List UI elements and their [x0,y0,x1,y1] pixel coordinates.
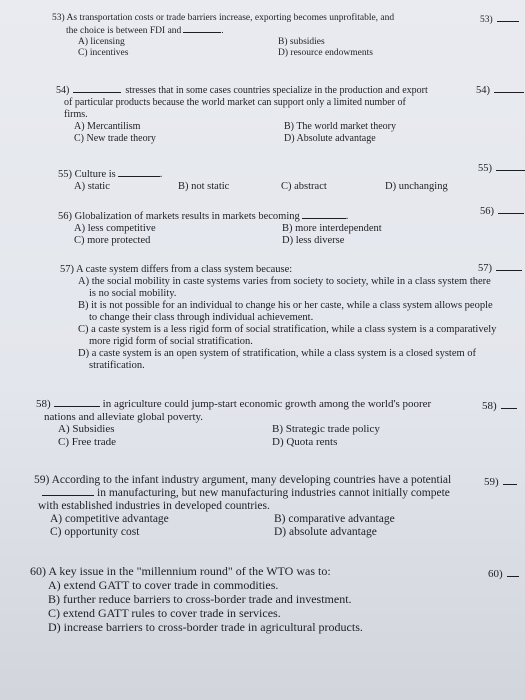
option-a: A) the social mobility in caste systems varies from society to society, while in a class system there is no social mobility. [78,276,491,299]
question-stem: 55) Culture is [58,169,116,180]
answer-slot-57[interactable]: 57) [478,262,522,274]
answer-slot-54[interactable]: 54) [476,84,524,96]
question-stem: 57) A caste system differs from a class system because: [60,264,293,275]
option-c: C) more protected [74,235,151,246]
fill-in-blank [183,24,221,33]
question-58 [36,398,482,448]
fill-in-blank [302,210,346,219]
answer-slot-58[interactable]: 58) [482,400,517,412]
option-c: C) New trade theory [74,133,156,144]
question-stem: nations and alleviate global poverty. [44,410,204,423]
fill-in-blank [73,84,121,93]
question-number: 54) [56,85,70,96]
option-b: B) further reduce barriers to cross-border trade and investment. [48,592,352,606]
option-c: C) opportunity cost [50,526,140,538]
option-a: A) less competitive [74,223,156,234]
option-d: D) resource endowments [278,48,373,58]
fill-in-blank [42,487,94,496]
option-a: A) licensing [78,37,125,47]
option-a: A) Subsidies [58,423,115,435]
option-b: B) subsidies [278,37,325,47]
option-d: D) Absolute advantage [284,133,376,144]
option-a: A) extend GATT to cover trade in commodities. [48,578,279,592]
option-d: D) increase barriers to cross-border trade in agricultural products. [48,620,363,634]
option-d: D) absolute advantage [274,526,377,538]
question-53: 53) As transportation costs or trade barriers increase, exporting becomes unprofitable, and the choice is between FDI and . A) licensing B) subsidies C) incentives D) resource endowments [52,13,488,59]
option-c: C) a caste system is a less rigid form of social stratification, while a class system is a comparatively more rigid form of social stratification. [78,324,497,347]
answer-slot-56[interactable]: 56) [480,205,524,217]
option-d: D) a caste system is an open system of stratification, while a class system is a closed system of stratification. [78,348,477,371]
question-stem: 59) According to the infant industry argument, many developing countries have a potential [34,474,452,486]
answer-slot-53[interactable]: 53) [480,13,519,25]
question-57 [60,264,499,372]
question-54 [56,84,494,145]
option-a: A) Mercantilism [74,121,141,132]
question-60 [30,564,363,634]
option-d: D) less diverse [282,235,345,246]
answer-slot-59[interactable]: 59) [484,476,517,488]
option-a: A) competitive advantage [50,513,169,525]
question-stem: firms. [64,109,88,120]
question-stem: with established industries in developed countries. [38,500,270,512]
fill-in-blank [54,398,100,407]
question-stem: in manufacturing, but new manufacturing industries cannot initially compete [97,487,450,499]
option-c: C) incentives [78,48,129,58]
option-d: D) unchanging [385,181,448,192]
question-stem: of particular products because the world market can support only a limited number of [64,97,406,108]
option-b: B) comparative advantage [274,513,395,525]
question-59 [34,474,484,539]
option-c: C) abstract [281,181,327,192]
answer-slot-55[interactable]: 55) [478,162,525,174]
question-stem: 60) A key issue in the "millennium round" of the WTO was to: [30,564,331,578]
option-c: C) extend GATT rules to cover trade in services. [48,606,281,620]
question-55: 55) Culture is . A) static B) not static C) abstract D) unchanging [58,168,525,193]
option-c: C) Free trade [58,435,117,448]
fill-in-blank [118,168,160,177]
answer-slot-60[interactable]: 60) [488,568,519,580]
option-b: B) The world market theory [284,121,397,132]
question-stem: in agriculture could jump-start economic growth among the world's poorer [102,398,432,410]
question-56: 56) Globalization of markets results in markets becoming . A) less competitive B) more interdependent C) more protected D) less diverse [58,210,492,247]
question-stem: 53) As transportation costs or trade barriers increase, exporting becomes unprofitable, and [52,13,395,23]
option-b: B) it is not possible for an individual to change his or her caste, while a class system allows people to change their class through individual achievement. [78,300,493,323]
option-b: B) Strategic trade policy [272,423,380,435]
option-b: B) more interdependent [282,223,382,234]
option-a: A) static [74,181,110,192]
question-stem: 56) Globalization of markets results in markets becoming [58,211,300,222]
option-d: D) Quota rents [272,435,338,448]
question-stem: the choice is between FDI and [66,26,182,36]
option-b: B) not static [178,181,230,192]
question-stem: stresses that in some cases countries specialize in the production and export [125,85,428,96]
question-number: 58) [36,398,51,410]
